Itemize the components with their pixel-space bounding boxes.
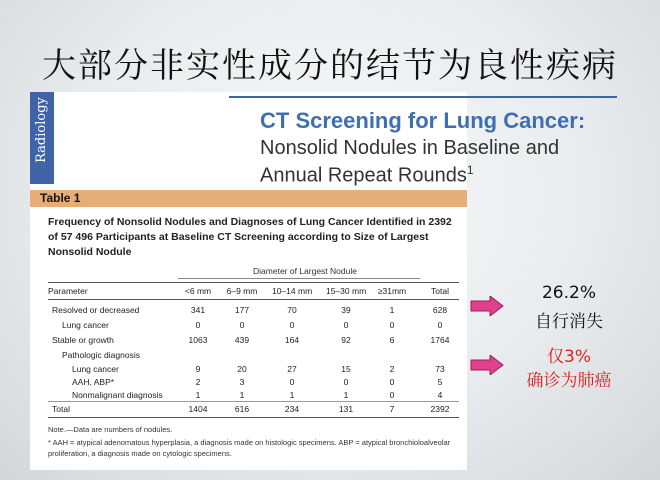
- table-cell: 0: [289, 320, 295, 330]
- table-cell: 7: [389, 404, 395, 414]
- table-cell: 1: [239, 390, 245, 400]
- column-header: Parameter: [48, 286, 88, 296]
- table-cell: 4: [437, 390, 443, 400]
- table-row-label: AAH, ABP*: [72, 377, 115, 387]
- journal-brand-strip: [30, 92, 54, 184]
- slide-title: 大部分非实性成分的结节为良性疾病: [42, 46, 618, 86]
- table-row-label: Lung cancer: [72, 364, 119, 374]
- table-cell: 0: [239, 320, 245, 330]
- annotation-bottom-text: 确诊为肺癌: [526, 371, 612, 391]
- arrow-icon-top: [470, 296, 504, 316]
- table-footnote-1: Note.—Data are numbers of nodules.: [48, 425, 173, 434]
- table-cell: 1: [389, 305, 395, 315]
- annotation-bottom-value: 仅3%: [547, 347, 591, 367]
- table-cell: 1: [289, 390, 295, 400]
- table-cell: 234: [284, 404, 300, 414]
- table-caption: Frequency of Nonsolid Nodules and Diagnoses of Lung Cancer Identified in 2392 of 57 496 Participants at Baseline CT Screening according to Size of Largest Nonsolid Nodule: [48, 216, 452, 258]
- arrow-shape-top: [471, 296, 503, 316]
- table-cell: 0: [343, 320, 349, 330]
- table-cell: 2: [389, 364, 395, 374]
- table-cell: 177: [234, 305, 250, 315]
- table-top-rule: [48, 282, 459, 283]
- table-cell: 0: [389, 377, 395, 387]
- table-cell: 164: [284, 335, 300, 345]
- table-cell: 39: [341, 305, 351, 315]
- article-subtitle-sup: 1: [466, 163, 474, 177]
- table-cell: 27: [287, 364, 297, 374]
- annotation-top-value: 26.2%: [541, 283, 596, 303]
- table-cell: 616: [234, 404, 250, 414]
- table-row-label: Pathologic diagnosis: [62, 350, 140, 360]
- table-cell: 341: [190, 305, 206, 315]
- table-cell: 15: [341, 364, 351, 374]
- annotation-top-text: 自行消失: [535, 312, 603, 332]
- column-header: <6 mm: [184, 286, 212, 296]
- table-cell: 70: [287, 305, 297, 315]
- article-title: CT Screening for Lung Cancer:: [260, 108, 586, 133]
- table-row-label: Resolved or decreased: [52, 305, 140, 315]
- table-bottom-rule: [48, 417, 459, 418]
- table-cell: 9: [195, 364, 201, 374]
- column-header: 15–30 mm: [326, 286, 367, 296]
- table-cell: 439: [234, 335, 250, 345]
- table-cell: 1: [343, 390, 349, 400]
- table-cell: 0: [437, 320, 443, 330]
- diameter-group-header: Diameter of Largest Nodule: [253, 266, 357, 276]
- table-cell: 6: [389, 335, 395, 345]
- table-label-bar: [30, 190, 467, 207]
- table-cell: 92: [341, 335, 351, 345]
- table-cell: 73: [435, 364, 445, 374]
- table-cell: 0: [343, 377, 349, 387]
- table-cell: 2392: [430, 404, 450, 414]
- article-subtitle-text: Annual Repeat Rounds: [260, 164, 467, 187]
- column-header: 6–9 mm: [226, 286, 258, 296]
- column-header: Total: [431, 286, 449, 296]
- table-header-rule: [48, 299, 459, 300]
- journal-name: Radiology: [34, 97, 49, 163]
- column-header: 10–14 mm: [272, 286, 313, 296]
- table-footnote-2: * AAH = atypical adenomatous hyperplasia, a diagnosis made on histologic specimens. ABP = atypical bronchioloalveolar proliferation, a diagnosis made on cytologic specimens.: [48, 438, 451, 458]
- arrow-icon-bottom: [470, 355, 504, 375]
- table-cell: 628: [432, 305, 448, 315]
- article-subtitle-line2: [260, 163, 474, 188]
- table-cell: 131: [338, 404, 354, 414]
- table-cell: 1: [195, 390, 201, 400]
- table-row-label: Total: [52, 404, 70, 414]
- table-cell: 1764: [430, 335, 450, 345]
- table-row-label: Lung cancer: [62, 320, 109, 330]
- total-rule: [48, 401, 459, 402]
- table-cell: 3: [239, 377, 245, 387]
- table-cell: 2: [195, 377, 201, 387]
- article-subtitle-line1: Nonsolid Nodules in Baseline and: [260, 137, 560, 159]
- table-cell: 1063: [188, 335, 208, 345]
- table-row-label: Stable or growth: [52, 335, 114, 345]
- table-row-label: Nonmalignant diagnosis: [72, 390, 163, 400]
- arrow-shape-bottom: [471, 355, 503, 375]
- table-cell: 0: [289, 377, 295, 387]
- column-header: ≥31mm: [377, 286, 407, 296]
- table-cell: 20: [237, 364, 247, 374]
- diameter-group-rule: [178, 278, 420, 279]
- table-cell: 5: [437, 377, 443, 387]
- table-cell: 0: [389, 390, 395, 400]
- table-cell: 1404: [188, 404, 208, 414]
- article-header-rule: [229, 96, 617, 98]
- table-cell: 0: [389, 320, 395, 330]
- table-label: Table 1: [40, 191, 81, 205]
- table-cell: 0: [195, 320, 201, 330]
